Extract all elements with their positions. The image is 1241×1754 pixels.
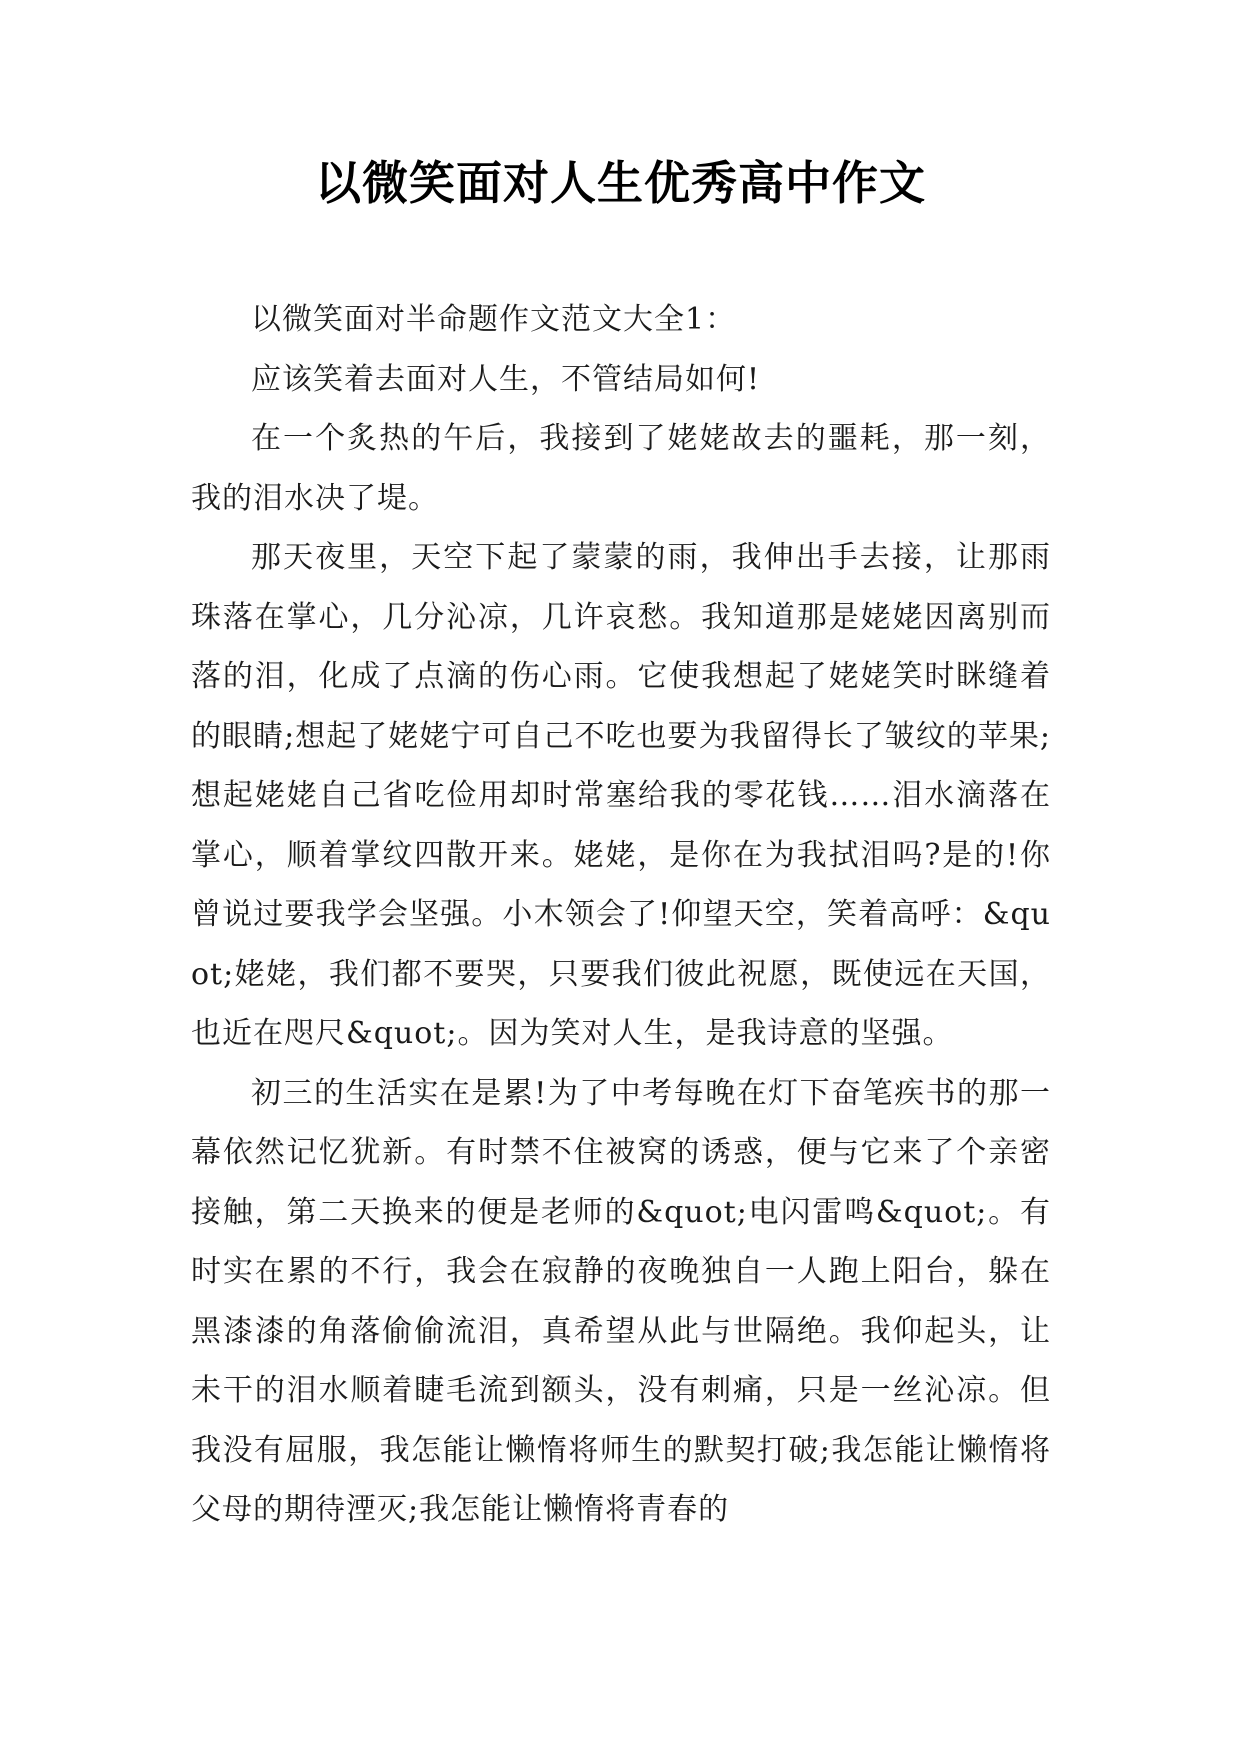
- paragraph: 在一个炙热的午后，我接到了姥姥故去的噩耗，那一刻，我的泪水决了堤。: [191, 421, 1051, 516]
- paragraph: 初三的生活实在是累!为了中考每晚在灯下奋笔疾书的那一幕依然记忆犹新。有时禁不住被窝的诱惑，便与它来了个亲密接触，第二天换来的便是老师的&quot;电闪雷鸣&quot;。有时实在累的不行，我会在寂静的夜晚独自一人跑上阳台，躲在黑漆漆的角落偷偷流泪，真希望从此与世隔绝。我仰起头，让未干的泪水顺着睫毛流到额头，没有刺痛，只是一丝沁凉。但我没有屈服，我怎能让懒惰将师生的默契打破;我怎能让懒惰将父母的期待湮灭;我怎能让懒惰将青春的: [191, 1075, 1051, 1527]
- paragraph: 以微笑面对半命题作文范文大全1：: [251, 302, 737, 337]
- document-body: [191, 290, 1051, 1540]
- paragraph: 应该笑着去面对人生，不管结局如何!: [251, 361, 761, 397]
- document-title: 以微笑面对人生优秀高中作文: [315, 156, 926, 210]
- paragraph: 那天夜里，天空下起了蒙蒙的雨，我伸出手去接，让那雨珠落在掌心，几分沁凉，几许哀愁。我知道那是姥姥因离别而落的泪，化成了点滴的伤心雨。它使我想起了姥姥笑时眯缝着的眼睛;想起了姥姥宁可自己不吃也要为我留得长了皱纹的苹果;想起姥姥自己省吃俭用却时常塞给我的零花钱……泪水滴落在掌心，顺着掌纹四散开来。姥姥，是你在为我拭泪吗?是的!你曾说过要我学会坚强。小木领会了!仰望天空，笑着高呼：&quot;姥姥，我们都不要哭，只要我们彼此祝愿，既使远在天国，也近在咫尺&quot;。因为笑对人生，是我诗意的坚强。: [191, 540, 1051, 1051]
